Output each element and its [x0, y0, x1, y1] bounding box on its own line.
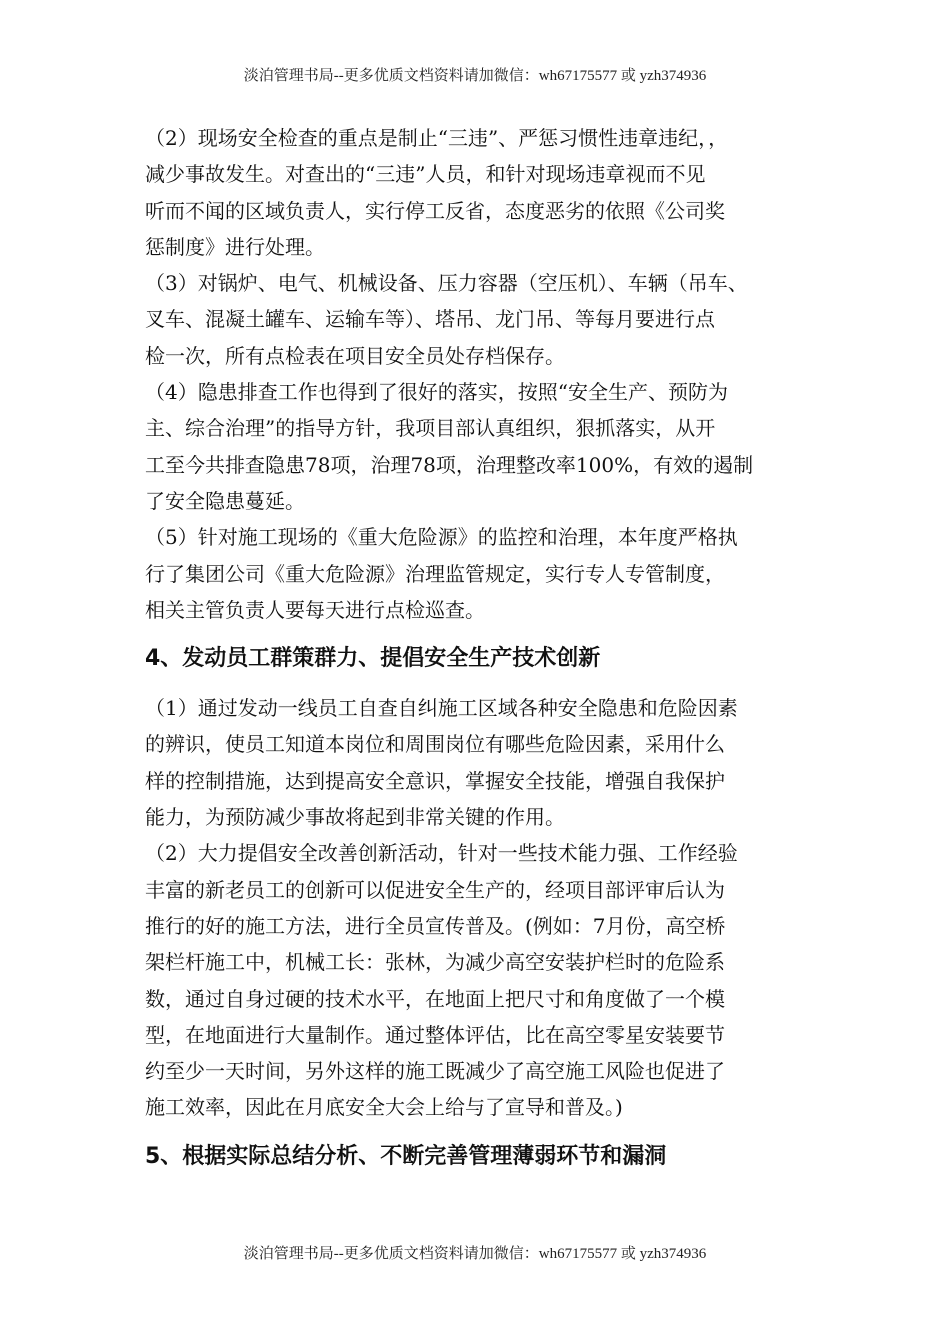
text-line: （2）大力提倡安全改善创新活动，针对一些技术能力强、工作经验 [145, 841, 738, 866]
text-line: 叉车、混凝土罐车、运输车等）、塔吊、龙门吊、等每月要进行点 [145, 307, 715, 332]
text-line: 主、综合治理”的指导方针，我项目部认真组织，狠抓落实，从开 [145, 416, 716, 441]
document-body [145, 120, 825, 1172]
text-line: （3）对锅炉、电气、机械设备、压力容器（空压机）、车辆（吊车、 [145, 271, 748, 296]
text-line: 减少事故发生。对查出的“三违”人员，和针对现场违章视而不见 [145, 162, 706, 187]
text-line: 了安全隐患蔓延。 [145, 488, 305, 513]
text-line: 惩制度》进行处理。 [145, 234, 325, 259]
text-line: 丰富的新老员工的创新可以促进安全生产的，经项目部评审后认为 [145, 877, 725, 902]
text-line: 的辨识，使员工知道本岗位和周围岗位有哪些危险因素，采用什么 [145, 732, 725, 757]
text-line: （5）针对施工现场的《重大危险源》的监控和治理，本年度严格执 [145, 525, 738, 550]
text-line: 架栏杆施工中，机械工长：张林，为减少高空安装护栏时的危险系 [145, 950, 725, 975]
text-line: 检一次，所有点检表在项目安全员处存档保存。 [145, 343, 565, 368]
text-line: 行了集团公司《重大危险源》治理监管规定，实行专人专管制度， [145, 561, 725, 586]
text-line: （4）隐患排查工作也得到了很好的落实，按照“安全生产、预防为 [145, 380, 728, 405]
text-line: 施工效率，因此在月底安全大会上给与了宣导和普及。) [145, 1095, 623, 1120]
text-line: 能力，为预防减少事故将起到非常关键的作用。 [145, 805, 565, 830]
text-line: 约至少一天时间，另外这样的施工既减少了高空施工风险也促进了 [145, 1059, 725, 1084]
text-line: （2）现场安全检查的重点是制止“三违”、严惩习惯性违章违纪，， [145, 126, 729, 150]
text-line: 相关主管负责人要每天进行点检巡查。 [145, 597, 485, 622]
text-line: 型，在地面进行大量制作。通过整体评估，比在高空零星安装要节 [145, 1022, 725, 1047]
page-footer: 淡泊管理书局--更多优质文档资料请加微信：wh67175577 或 yzh374936 [243, 1246, 707, 1262]
text-line: 推行的好的施工方法，进行全员宣传普及。(例如：7月份，高空桥 [145, 913, 726, 938]
paragraph-block-1 [145, 120, 825, 628]
text-line: 工至今共排查隐患78项，治理78项，治理整改率100%，有效的遏制 [145, 452, 754, 477]
section-5-heading: 5、根据实际总结分析、不断完善管理薄弱环节和漏洞 [145, 1143, 667, 1169]
text-line: 样的控制措施，达到提高安全意识，掌握安全技能，增强自我保护 [145, 768, 725, 793]
text-line: 听而不闻的区域负责人，实行停工反省，态度恶劣的依照《公司奖 [145, 198, 725, 223]
page-header: 淡泊管理书局--更多优质文档资料请加微信：wh67175577 或 yzh374936 [243, 68, 707, 84]
paragraph-block-section-4 [145, 690, 825, 1126]
text-line: 数，通过自身过硬的技术水平，在地面上把尺寸和角度做了一个模 [145, 986, 725, 1011]
text-line: （1）通过发动一线员工自查自纠施工区域各种安全隐患和危险因素 [145, 696, 738, 721]
section-4-heading: 4、发动员工群策群力、提倡安全生产技术创新 [145, 646, 601, 672]
